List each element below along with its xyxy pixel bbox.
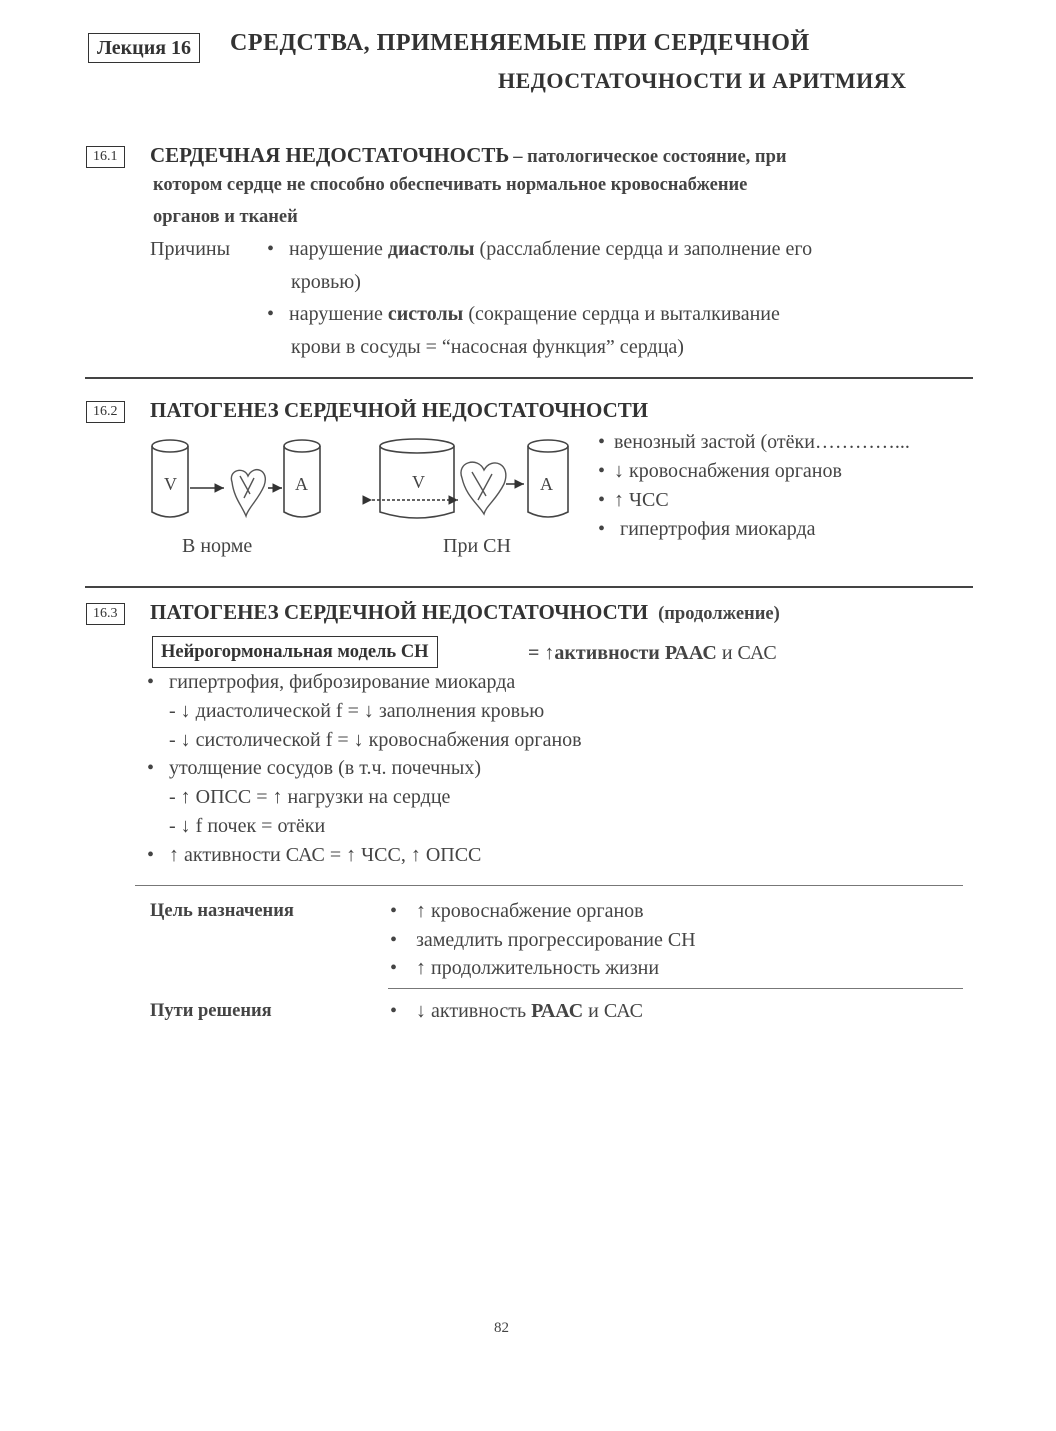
bullet-icon: • <box>390 1000 398 1022</box>
bullet-icon: • <box>267 303 275 325</box>
definition-line1 <box>150 143 787 168</box>
goal-label: Цель назначения <box>150 901 294 921</box>
heart-icon <box>461 462 506 514</box>
model-label-box: Нейрогормональная модель СН <box>152 636 438 668</box>
mechanism-subitem: - ↓ диастолической f = ↓ заполнения кровью <box>169 700 545 722</box>
section-number-16-1: 16.1 <box>86 146 125 168</box>
cause-1-line2: кровью) <box>291 271 361 293</box>
vessel-a-label: A <box>295 474 308 494</box>
caption-heart-failure: При СН <box>443 535 511 557</box>
section-heading-16-3: ПАТОГЕНЕЗ СЕРДЕЧНОЙ НЕДОСТАТОЧНОСТИ (продолжение) <box>150 600 780 624</box>
definition-line2: котором сердце не способно обеспечивать нормальное кровоснабжение <box>153 175 748 195</box>
section-number-16-2: 16.2 <box>86 401 125 423</box>
bullet-icon: • <box>390 957 398 979</box>
pathogenesis-diagram <box>140 432 600 532</box>
lecture-label: Лекция 16 <box>88 33 200 63</box>
mechanism-item: • ↑ активности САС = ↑ ЧСС, ↑ ОПСС <box>147 844 482 866</box>
bullet-icon: • <box>147 844 155 866</box>
mechanism-item: • утолщение сосудов (в т.ч. почечных) <box>147 757 481 779</box>
cause-2: • нарушение систолы (сокращение сердца и выталкивание <box>267 303 780 325</box>
cause-2-line2: крови в сосуды = “насосная функция” сердца) <box>291 336 684 358</box>
goal-item: • замедлить прогрессирование СН <box>390 929 696 951</box>
definition-text: – патологическое состояние, при <box>513 147 787 167</box>
bullet-icon: • <box>147 757 155 779</box>
section-heading-16-2: ПАТОГЕНЕЗ СЕРДЕЧНОЙ НЕДОСТАТОЧНОСТИ <box>150 398 649 422</box>
ways-label: Пути решения <box>150 1001 272 1021</box>
divider <box>135 885 963 886</box>
way-item: • ↓ активность РААС и САС <box>390 1000 643 1022</box>
section-number-16-3: 16.3 <box>86 603 125 625</box>
page-title-line1: СРЕДСТВА, ПРИМЕНЯЕМЫЕ ПРИ СЕРДЕЧНОЙ <box>230 30 810 56</box>
heart-icon <box>231 470 265 516</box>
divider <box>388 988 963 989</box>
consequence-item: • ↓ кровоснабжения органов <box>598 460 842 482</box>
consequence-item: • гипертрофия миокарда <box>598 518 816 540</box>
bullet-icon: • <box>390 929 398 951</box>
bullet-icon: • <box>598 431 606 453</box>
caption-normal: В норме <box>182 535 253 557</box>
consequence-item: • ↑ ЧСС <box>598 489 669 511</box>
consequence-item: • венозный застой (отёки…………... <box>598 431 910 453</box>
vessel-v-label: V <box>412 472 425 492</box>
vessel-a-label: A <box>540 474 553 494</box>
bullet-icon: • <box>598 460 606 482</box>
bullet-icon: • <box>267 238 275 260</box>
bullet-icon: • <box>598 518 606 540</box>
cause-1: • нарушение диастолы (расслабление сердца и заполнение его <box>267 238 813 260</box>
definition-term: СЕРДЕЧНАЯ НЕДОСТАТОЧНОСТЬ <box>150 143 510 167</box>
causes-label: Причины <box>150 238 231 260</box>
model-equation: = ↑активности РААС и САС <box>528 642 777 664</box>
section-divider <box>85 377 973 379</box>
mechanism-subitem: - ↓ f почек = отёки <box>169 815 326 837</box>
mechanism-subitem: - ↓ систолической f = ↓ кровоснабжения органов <box>169 729 582 751</box>
page-number: 82 <box>494 1320 509 1336</box>
mechanism-subitem: - ↑ ОПСС = ↑ нагрузки на сердце <box>169 786 451 808</box>
goal-item: • ↑ продолжительность жизни <box>390 957 660 979</box>
goal-item: • ↑ кровоснабжение органов <box>390 900 644 922</box>
definition-line3: органов и тканей <box>153 207 298 227</box>
section-divider <box>85 586 973 588</box>
bullet-icon: • <box>598 489 606 511</box>
vessel-v-label: V <box>164 474 177 494</box>
bullet-icon: • <box>147 671 155 693</box>
page-title-line2: НЕДОСТАТОЧНОСТИ И АРИТМИЯХ <box>498 68 907 93</box>
mechanism-item: • гипертрофия, фиброзирование миокарда <box>147 671 516 693</box>
bullet-icon: • <box>390 900 398 922</box>
